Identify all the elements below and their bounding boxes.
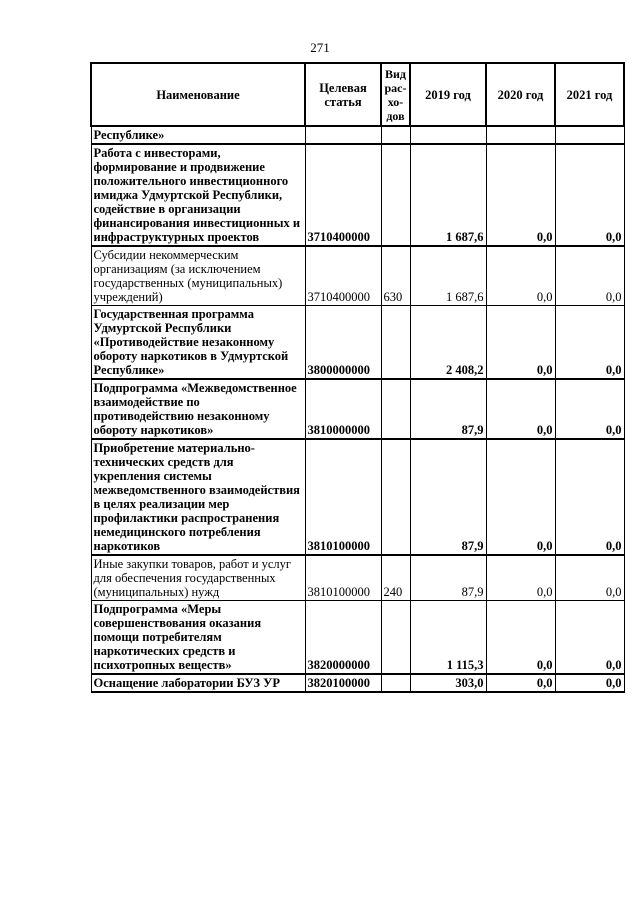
row-target-article-cell: 3710400000 [305, 246, 381, 306]
row-target-article-cell: 3800000000 [305, 306, 381, 380]
row-2019-cell [410, 126, 486, 144]
row-2019-cell: 87,9 [410, 379, 486, 439]
row-target-article-cell: 3810100000 [305, 555, 381, 601]
row-target-article-cell: 3820100000 [305, 674, 381, 692]
row-name-cell: Работа с инвесторами, формирование и продвижение положительного инвестиционного имиджа Удмуртской Республики, содействие в организации финансирования инвестиционных и инфраструктурных проектов [91, 144, 305, 246]
row-2019-cell: 303,0 [410, 674, 486, 692]
row-2021-cell [555, 126, 624, 144]
row-2021-cell: 0,0 [555, 306, 624, 380]
row-name-cell: Приобретение материально-технических средств для укрепления системы межведомственного взаимодействия в целях реализации мер профилактики распространения немедицинского потребления наркотиков [91, 439, 305, 555]
header-name: Наименование [91, 63, 305, 126]
row-2020-cell: 0,0 [486, 306, 555, 380]
row-name-cell: Субсидии некоммерческим организациям (за исключением государственных (муниципальных) учреждений) [91, 246, 305, 306]
row-name-cell: Оснащение лаборатории БУЗ УР [91, 674, 305, 692]
row-2020-cell: 0,0 [486, 439, 555, 555]
row-2021-cell: 0,0 [555, 379, 624, 439]
row-target-article-cell: 3710400000 [305, 144, 381, 246]
row-expense-type-cell [381, 144, 410, 246]
row-2019-cell: 87,9 [410, 555, 486, 601]
row-expense-type-cell: 630 [381, 246, 410, 306]
row-2021-cell: 0,0 [555, 439, 624, 555]
row-2019-cell: 87,9 [410, 439, 486, 555]
row-2019-cell: 1 687,6 [410, 246, 486, 306]
row-2019-cell: 1 687,6 [410, 144, 486, 246]
table-row [91, 126, 624, 144]
row-expense-type-cell [381, 126, 410, 144]
table-body [91, 126, 624, 692]
table-row [91, 439, 624, 555]
table-row [91, 144, 624, 246]
row-expense-type-cell [381, 379, 410, 439]
row-expense-type-cell [381, 601, 410, 675]
header-expense-type: Вид рас- хо- дов [381, 63, 410, 126]
row-2019-cell: 1 115,3 [410, 601, 486, 675]
row-expense-type-cell [381, 674, 410, 692]
row-2021-cell: 0,0 [555, 601, 624, 675]
row-target-article-cell: 3820000000 [305, 601, 381, 675]
row-expense-type-cell [381, 439, 410, 555]
row-target-article-cell [305, 126, 381, 144]
row-expense-type-cell: 240 [381, 555, 410, 601]
row-2019-cell: 2 408,2 [410, 306, 486, 380]
row-name-cell: Иные закупки товаров, работ и услуг для обеспечения государственных (муниципальных) нужд [91, 555, 305, 601]
row-2021-cell: 0,0 [555, 555, 624, 601]
header-target-article: Целевая статья [305, 63, 381, 126]
row-2020-cell: 0,0 [486, 555, 555, 601]
row-2021-cell: 0,0 [555, 674, 624, 692]
row-expense-type-cell [381, 306, 410, 380]
row-2020-cell: 0,0 [486, 144, 555, 246]
row-2020-cell [486, 126, 555, 144]
row-target-article-cell: 3810000000 [305, 379, 381, 439]
row-2021-cell: 0,0 [555, 144, 624, 246]
row-2021-cell: 0,0 [555, 246, 624, 306]
budget-table [90, 62, 625, 693]
row-name-cell: Государственная программа Удмуртской Республики «Противодействие незаконному обороту наркотиков в Удмуртской Республике» [91, 306, 305, 380]
row-2020-cell: 0,0 [486, 246, 555, 306]
row-2020-cell: 0,0 [486, 674, 555, 692]
row-name-cell: Республике» [91, 126, 305, 144]
table-row [91, 555, 624, 601]
header-year-2020: 2020 год [486, 63, 555, 126]
row-2020-cell: 0,0 [486, 379, 555, 439]
header-year-2019: 2019 год [410, 63, 486, 126]
table-row [91, 246, 624, 306]
table-row [91, 674, 624, 692]
row-name-cell: Подпрограмма «Меры совершенствования оказания помощи потребителям наркотических средств и психотропных веществ» [91, 601, 305, 675]
table-row [91, 306, 624, 380]
page-number: 271 [310, 40, 330, 55]
row-2020-cell: 0,0 [486, 601, 555, 675]
table-row [91, 379, 624, 439]
row-name-cell: Подпрограмма «Межведомственное взаимодействие по противодействию незаконному обороту наркотиков» [91, 379, 305, 439]
row-target-article-cell: 3810100000 [305, 439, 381, 555]
table-row [91, 601, 624, 675]
header-year-2021: 2021 год [555, 63, 624, 126]
